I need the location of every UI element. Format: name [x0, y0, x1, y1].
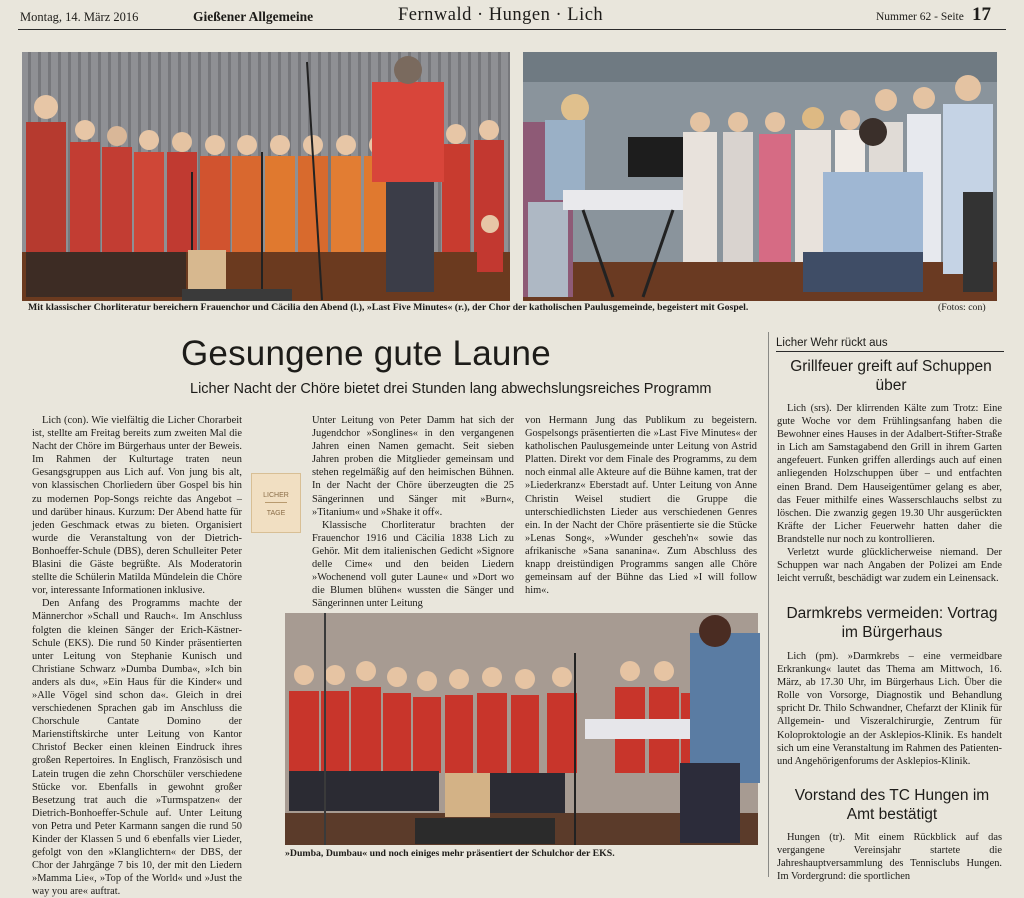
article-column-2 [312, 414, 514, 610]
story1-paragraph: Verletzt wurde glücklicherweise niemand. Der Schuppen war nach Angaben der Polizei am Ende leicht verrußt, beschädigt war zudem ein Leinensack. [777, 547, 1002, 585]
masthead-page-number: 17 [972, 4, 991, 25]
story1-title: Grillfeuer greift auf Schuppen über [790, 358, 992, 394]
sidebar-kicker: Licher Wehr rückt aus [776, 337, 888, 349]
masthead-issue: Nummer 62 - Seite [876, 11, 964, 23]
caption-top: Mit klassischer Chorliteratur bereichern Frauenchor und Cäcilia den Abend (l.), »Last Five Minutes« (r.), der Chor der katholischen Paulusgemeinde, begeistert mit Gospel. [28, 302, 749, 313]
story3-body [777, 831, 1002, 883]
masthead-date: Montag, 14. März 2016 [20, 10, 139, 24]
article-paragraph: Unter Leitung von Peter Damm hat sich der Jugendchor »Songlines« in den vergangenen Jahren einen Namen gemacht. Seit sieben Jahren proben die Mitglieder gemeinsam und stehen regelmäßig auf den heimischen Bühnen. In der Nacht der Chöre überzeugten die 25 Sängerinnen und Sänger mit »Burn«, »Titanium« und »Shake it off«. [312, 415, 514, 518]
article-paragraph: Lich (con). Wie vielfältig die Licher Chorarbeit ist, stellte am Freitag bereits zum zweiten Mal die Nacht der Chöre im Bürgerhaus unter der Beweis. Im Rahmen der Kulturtage traten neun Gesangsgruppen aus Lich auf. Von jung bis alt, von klassischen Chorliedern über Gospel bis hin zu modernen Pop-Songs reichte das Angebot – und darüber hinaus. Kurzum: Der Abend hatte für jeden Geschmack etwas zu bieten. Organisiert wurde die Veranstaltung von der Dietrich-Bonhoeffer-Schule (DBS), deren Schulleiter Peter Blasini die Gäste begrüßte. Als Moderatorin stellte die Schülerin Matilda Mündelein die Chöre vor, interessante Informationen inklusive. [32, 415, 242, 597]
masthead-rule [18, 29, 1006, 30]
sidebar-divider [768, 332, 769, 877]
logo-line-2: TAGE [266, 510, 286, 517]
article-subhead: Licher Nacht der Chöre bietet drei Stunden lang abwechslungsreiches Programm [190, 381, 712, 397]
logo-line-1: LICHER [263, 492, 289, 499]
masthead-paper: Gießener Allgemeine [193, 9, 314, 24]
sidebar-kicker-rule [776, 351, 1004, 352]
article-paragraph: Klassische Chorliteratur brachten der Frauenchor 1916 und Cäcilia 1838 Lich zu Gehör. Mit dem italienischen Gedicht »Signore delle Cime« und den beiden Liedern »Wochenend voll guter Laune« und »Dort wo die Blumen blühen« wussten die Sänger und Sängerinnen unter Leitung [312, 519, 514, 610]
story3-title: Vorstand des TC Hungen im Amt bestätigt [794, 787, 990, 823]
story1-body [777, 402, 1002, 588]
story1-paragraph: Lich (srs). Der klirrenden Kälte zum Trotz: Eine gute Woche vor dem Frühlingsanfang haben die Bewohner eines Hauses in der Adalbert-Stifter-Straße in Lich am Samstagabend den Grill in ihrem Garten angefeuert. Funken griffen allerdings auch auf einen anliegenden Holzschuppen über – und entfachten einen Brand. Dem Hauseigentümer gelang es aber, das Feuer mithilfe eines Wasserschlauchs selbst zu löschen. Die zwanzig gegen 19.30 Uhr ausgerückten Kräfte der Licher Feuerwehr hatten daher die Brandstelle nur noch zu kontrollieren. [777, 403, 1002, 545]
caption-bottom: »Dumba, Dumbau« und noch einiges mehr präsentiert der Schulchor der EKS. [285, 848, 615, 859]
photo-eks-schulchor [285, 613, 758, 845]
story2-paragraph: Lich (pm). »Darmkrebs – eine vermeidbare Erkrankung« lautet das Thema am Mittwoch, 16. März, ab 17.30 Uhr, im Bürgerhaus Lich. Über die Rolle von Vorsorge, Diagnostik und Behandlung spricht Dr. Thilo Schwandner, Chefarzt der Klinik für Allgemein- und Viszeralchirurgie, Zentrum für Koloproktologie an der Asklepios-Klinik. Es handelt sich um eine Veranstaltung im Rahmen des Patienten- und Angehörigenforums der Asklepios-Klinik. [777, 651, 1002, 767]
photo-frauenchor [22, 52, 510, 301]
licher-tage-logo [251, 473, 301, 533]
masthead-section: Fernwald · Hungen · Lich [398, 5, 604, 25]
article-paragraph: von Hermann Jung das Publikum zu begeistern. Gospelsongs präsentierten die »Last Five Minutes« der katholischen Paulusgemeinde unter Leitung von Astrid Platten. Direkt vor dem Finale des Programms, zu dem noch einmal alle Akteure auf die Bühne kamen, trat der »Liederkranz« Eberstadt auf. Unter Leitung von Anne Christin Weisel studiert die Gruppe die unterschiedlichsten Lieder aus verschiedenen Genres ein. In der Nacht der Chöre präsentierte sie die Stücke »Lenas Song«, »Wunder gescheh'n« sowie das afrikanische »Sana sananina«. Zum Abschluss des knapp dreistündigen Programms sangen alle Chöre gemeinsam auf der Bühne das Lied »I will follow him«. [525, 415, 757, 597]
school-choir-illustration [285, 613, 758, 845]
photo-last-five-minutes [523, 52, 997, 301]
article-paragraph: Den Anfang des Programms machte der Männerchor »Schall und Rauch«. Im Anschluss folgten die kleinen Sänger der Erich-Kästner-Schule (EKS). Die rund 50 Kinder präsentierten unter Leitung von Stephanie Kunisch und Christiane Schwarz »Dumba Dumba«, »Ich bin anders als du«, »Ein Haus für die Kinder« und »Alle Vögel sind schon da«. Gleich in drei verschiedenen Sprachen gab im Anschluss die Chorschule Cantate Domino der Marienstiftskirche unter Leitung von Kantor Christof Becker einen kleinen Eindruck ihres großen Repertoires. In Englisch, Französisch und Latein trugen die zehn Chorschüler verschiedene Stücke vor. Ebenfalls in gewohnt großer Besetzung trat auch die »Turmspatzen« der Dietrich-Bonhoeffer-Schule auf. Unter Leitung von Petra und Peter Karmann sangen die rund 50 Kinder der Klassen 5 und 6 ebenfalls vier Lieder, gefolgt von den »Klanglichtern« der DBS, der Chor der Jahrgänge 7 bis 10, der mit den Liedern »Mamma Lie«, »Top of the World« und »Just the way you are« auftrat. [32, 598, 242, 898]
article-headline: Gesungene gute Laune [181, 334, 551, 373]
article-column-3 [525, 414, 757, 598]
photo-credit: (Fotos: con) [938, 302, 986, 313]
article-column-1 [32, 414, 242, 898]
stage-curtain-illustration [22, 52, 510, 301]
story3-paragraph: Hungen (tr). Mit einem Rückblick auf das vergangene Vereinsjahr startete die Jahreshauptversammlung des Tennisclubs Hungen. Im Vordergrund: die sportlichen [777, 832, 1002, 883]
story2-body [777, 650, 1002, 770]
story2-title: Darmkrebs vermeiden: Vortrag im Bürgerhaus [786, 605, 998, 641]
gospel-choir-illustration [523, 52, 997, 301]
